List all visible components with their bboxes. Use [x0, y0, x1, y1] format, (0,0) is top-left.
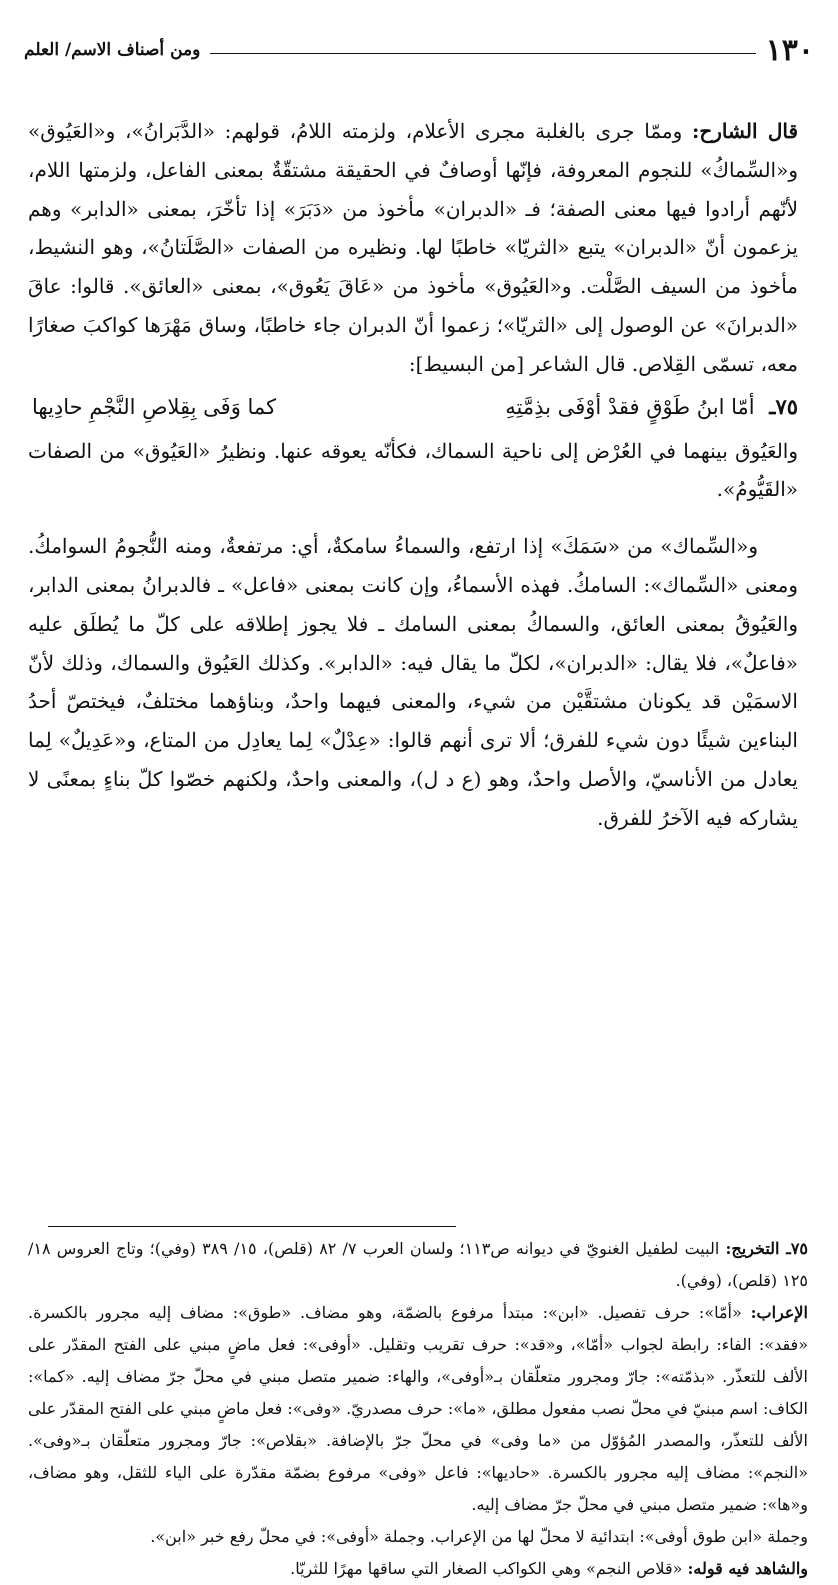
- page-header: [24, 28, 814, 72]
- takhrij-label: ٧٥ـ التخريج:: [725, 1239, 809, 1258]
- commentary-paragraph-1: [28, 112, 798, 384]
- footnote-jumla: وجملة «ابن طوق أوفى»: ابتدائية لا محلّ لها من الإعراب. وجملة «أوفى»: في محلّ رفع خبر «ابن».: [150, 1527, 808, 1546]
- paragraph-1-text: وممّا جرى بالغلبة مجرى الأعلام، ولزمته اللامُ، قولهم: «الدَّبَرانُ»، و«العَيُوق» و«السِّماكُ» للنجوم المعروفة، فإنّها أوصافٌ في الحقيقة مشتقّةٌ بمعنى الفاعل، ولزمتها اللام، لأنّهم أرادوا فيها معنى الصفة؛ فـ «الدبران» مأخوذ من «دَبَرَ» إذا تأخّرَ، بمعنى «الدابر» وهم يزعمون أنّ «الدبران» يتبع «الثريّا» خاطبًا لها. ونظيره من الصفات «الصَّلَتانُ»، وهو النشيط، مأخوذ من السيف الصَّلْت. و«العَيُوق» مأخوذ من «عَاقَ يَعُوق»، بمعنى «العائق». قالوا: عاقَ «الدبرانَ» عن الوصول إلى «الثريّا»؛ زعموا أنّ الدبران جاء خاطبًا، وساق مَهْرَها كواكبَ صغارًا معه، تسمّى القِلاص. قال الشاعر [من البسيط]:: [28, 119, 799, 376]
- shahid-label: والشاهد فيه قوله:: [687, 1559, 808, 1578]
- verse-first-line: [505, 388, 798, 426]
- header-rule: [210, 53, 755, 54]
- running-title: ومن أصناف الاسم/ العلم: [24, 40, 201, 60]
- paragraph-gap: [28, 509, 798, 527]
- footnotes: [28, 1233, 808, 1585]
- footnote-takhrij: [28, 1233, 808, 1297]
- verse-number: ٧٥ـ: [769, 393, 798, 419]
- shahid-text: «قلاص النجم» وهي الكواكب الصغار التي ساقها مهرًا للثريّا.: [290, 1559, 683, 1578]
- page-number: ١٣٠: [765, 32, 814, 68]
- irab-text: «أمّا»: حرف تفصيل. «ابن»: مبتدأ مرفوع بالضمّة، وهو مضاف. «طوق»: مضاف إليه مجرور بالكسرة. «فقد»: الفاء: رابطة لجواب «أمّا»، و«قد»: حرف تقريب وتقليل. «أوفى»: فعل ماضٍ مبني على الفتح المقدّر على الألف للتعذّر. «بذمّته»: جارّ ومجرور متعلّقان بـ«أوفى»، والهاء: ضمير متصل مبني في محلّ جرّ مضاف إليه. «كما»: الكاف: اسم مبنيّ في محلّ نصب مفعول مطلق، «ما»: حرف مصدريّ. «وفى»: فعل ماضٍ مبني على الفتح المقدّر على الألف للتعذّر، والمصدر المُؤوّل من «ما وفى» في محلّ جرّ بالإضافة. «بقلاص»: جارّ ومجرور متعلّقان بـ«وفى». «النجم»: مضاف إليه مجرور بالكسرة. «حاديها»: فاعل «وفى» مرفوع بضمّة مقدّرة على الياء للثقل، وهو مضاف، و«ها»: ضمير متصل مبني في محلّ جرّ مضاف إليه.: [28, 1303, 809, 1514]
- poetry-verse: [28, 388, 798, 426]
- irab-label: الإعراب:: [750, 1303, 808, 1322]
- footnote-shahid: [28, 1553, 808, 1585]
- footnote-rule: [48, 1226, 456, 1227]
- first-hemistich: أمّا ابنُ طَوْقٍ فقدْ أوْفَى بذِمَّتِهِ: [505, 394, 755, 419]
- takhrij-text: البيت لطفيل الغنويّ في ديوانه ص١١٣؛ ولسان العرب ٧/ ٨٢ (قلص)، ١٥/ ٣٨٩ (وفي)؛ وتاج العروس ١٨/ ١٢٥ (قلص)، (وفي).: [28, 1239, 808, 1290]
- footnote-irab: [28, 1297, 808, 1521]
- second-hemistich: كما وَفَى بِقِلاصِ النَّجْمِ حادِيها: [32, 394, 277, 419]
- speaker-label: قال الشارح:: [691, 119, 799, 143]
- commentary-paragraph-2: والعَيُوق بينهما في العُرْض إلى ناحية السماك، فكأنّه يعوقه عنها. ونظيرُ «العَيُوق» من الصفات «القَيُّومُ».: [28, 438, 798, 502]
- main-text: [28, 112, 798, 838]
- commentary-paragraph-3: و«السِّماك» من «سَمَكَ» إذا ارتفع، والسماءُ سامكةٌ، أي: مرتفعةٌ، ومنه النُّجومُ السوامكُ. ومعنى «السِّماك»: السامكُ. فهذه الأسماءُ، وإن كانت بمعنى «فاعل» ـ فالدبرانُ بمعنى الدابر، والعَيُوقُ بمعنى العائق، والسماكُ بمعنى السامك ـ فلا يجوز إطلاقه على كلّ ما يُطلَق عليه «فاعلٌ»، فلا يقال: «الدبران»، لكلّ ما يقال فيه: «الدابر». وكذلك العَيُوق والسماك، وذلك لأنّ الاسمَيْن قد يكونان مشتقَّيْن من شيء، والمعنى فيهما واحدٌ، وبناؤهما مختلفٌ، فيختصّ أحدُ البناءين شيئًا دون شيء للفرق؛ ألا ترى أنهم قالوا: «عِدْلٌ» لِما يعادِل من المتاع، و«عَدِيلٌ» لِما يعادل من الأناسيّ، والأصل واحدٌ، وهو (ع د ل)، والمعنى واحدٌ، ولكنهم خصّوا كلّ بناءٍ بمعنًى لا يشاركه فيه الآخرُ للفرق.: [28, 534, 798, 830]
